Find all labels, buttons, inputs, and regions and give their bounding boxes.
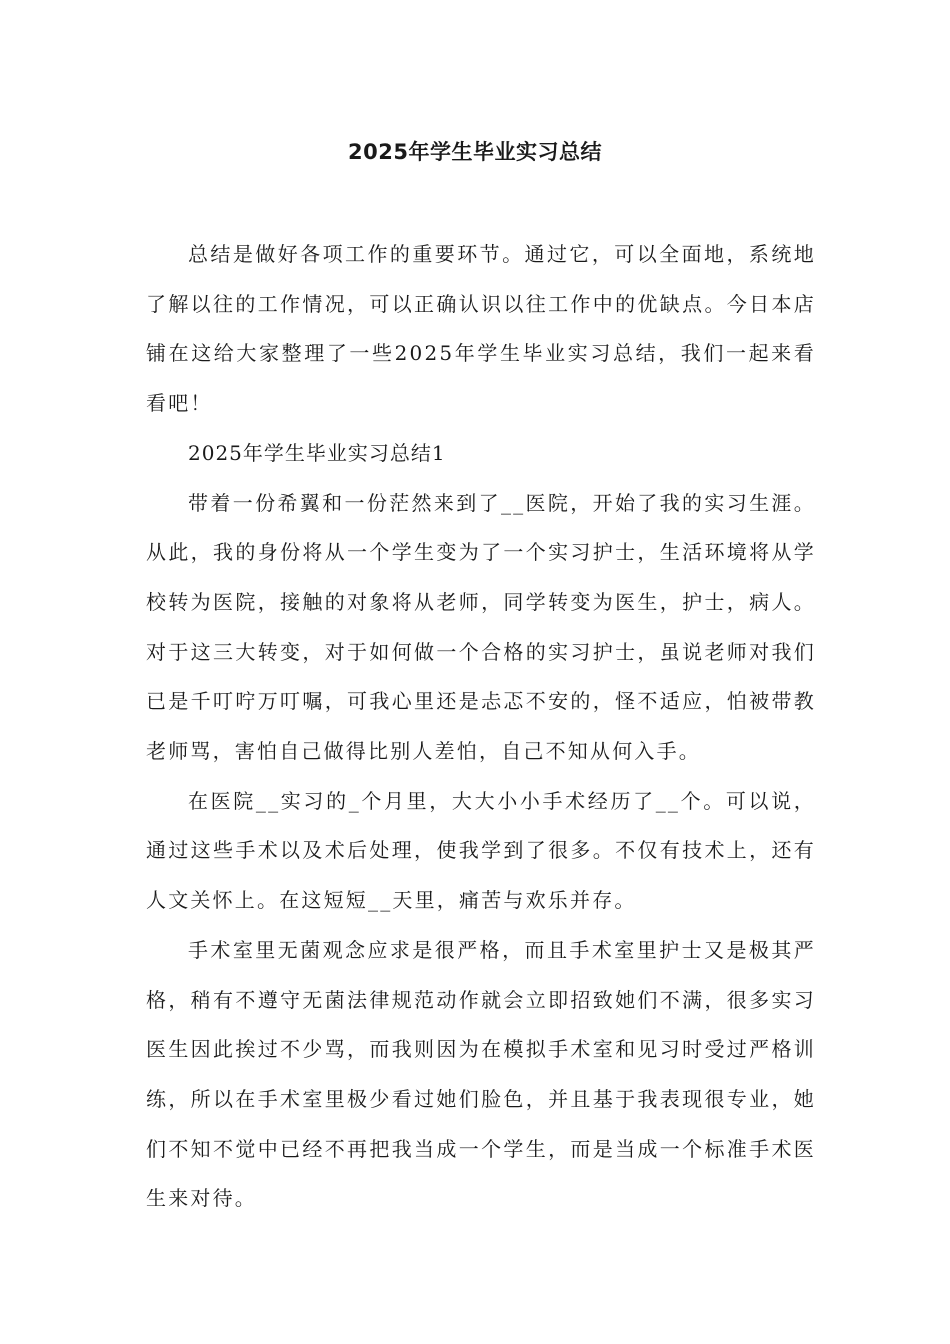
document-body bbox=[146, 230, 816, 1224]
body-paragraph: 手术室里无菌观念应求是很严格，而且手术室里护士又是极其严格，稍有不遵守无菌法律规范动作就会立即招致她们不满，很多实习医生因此挨过不少骂，而我则因为在模拟手术室和见习时受过严格训练，所以在手术室里极少看过她们脸色，并且基于我表现很专业，她们不知不觉中已经不再把我当成一个学生，而是当成一个标准手术医生来对待。 bbox=[146, 937, 816, 1211]
body-paragraph: 带着一份希翼和一份茫然来到了__医院，开始了我的实习生涯。从此，我的身份将从一个学生变为了一个实习护士，生活环境将从学校转为医院，接触的对象将从老师，同学转变为医生，护士，病人。对于这三大转变，对于如何做一个合格的实习护士，虽说老师对我们已是千叮咛万叮嘱，可我心里还是忐忑不安的，怪不适应，怕被带教老师骂，害怕自己做得比别人差怕，自己不知从何入手。 bbox=[146, 490, 816, 764]
intro-paragraph: 总结是做好各项工作的重要环节。通过它，可以全面地，系统地了解以往的工作情况，可以正确认识以往工作中的优缺点。今日本店铺在这给大家整理了一些2025年学生毕业实习总结，我们一起来看看吧！ bbox=[146, 242, 816, 416]
section-heading: 2025年学生毕业实习总结1 bbox=[188, 440, 446, 465]
document-title: 2025年学生毕业实习总结 bbox=[348, 140, 602, 164]
body-paragraph: 在医院__实习的_个月里，大大小小手术经历了__个。可以说，通过这些手术以及术后处理，使我学到了很多。不仅有技术上，还有人文关怀上。在这短短__天里，痛苦与欢乐并存。 bbox=[146, 788, 816, 913]
